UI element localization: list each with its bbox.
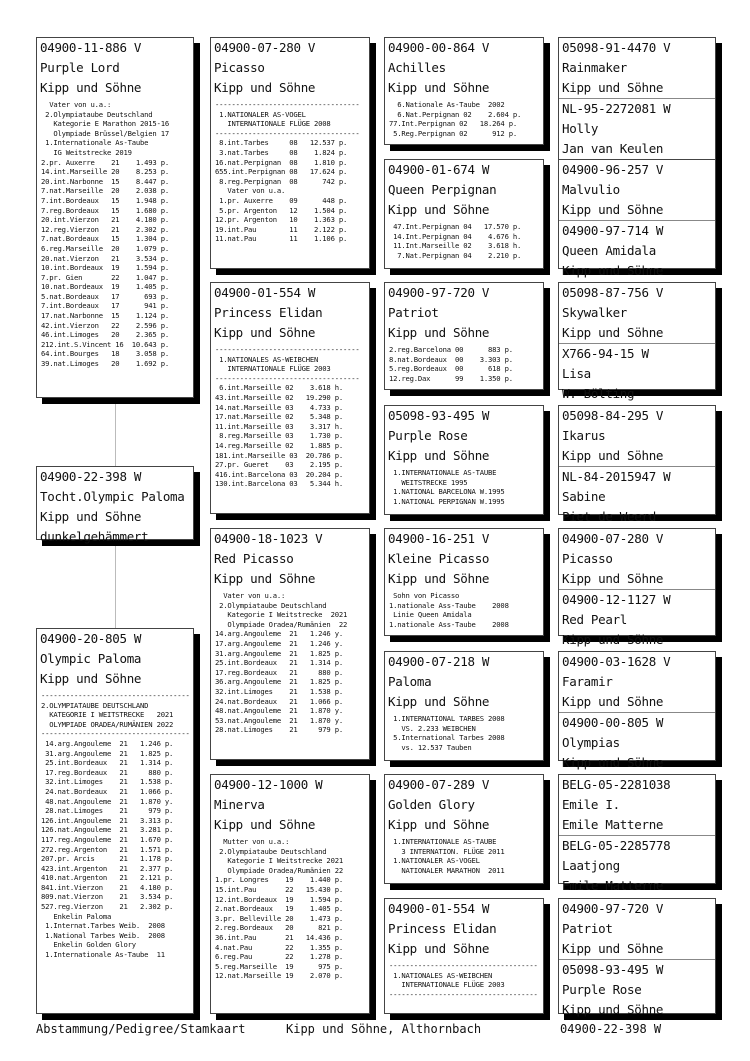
pedigree-connector bbox=[115, 540, 116, 628]
breeder: Kipp und Söhne bbox=[40, 509, 142, 524]
pigeon-name: Purple Rose bbox=[388, 428, 468, 443]
performance-details: 1.INTERNATIONALE AS-TAUBE WEITSTRECKE 1995 1.NATIONAL BARCELONA W.1995 1.NATIONAL PERPIGNAN W.1995 bbox=[393, 468, 505, 506]
performance-details: 6.Nationale As-Taube 2002 6.Nat.Perpignan 02 2.604 p. 77.Int.Perpignan 02 18.264 p. 5.Reg.Perpignan 02 912 p. bbox=[389, 100, 522, 138]
pedigree-card-dam bbox=[36, 628, 194, 1014]
pigeon-name: Minerva bbox=[214, 797, 265, 812]
pigeon-name: Laatjong bbox=[562, 858, 620, 873]
pedigree-card-gen2 bbox=[210, 774, 370, 1014]
ring-number: X766-94-15 W bbox=[559, 343, 715, 364]
breeder: Kipp und Söhne bbox=[562, 941, 664, 956]
breeder: Kipp und Söhne bbox=[388, 325, 490, 340]
ring-number: 04900-97-714 W bbox=[559, 220, 715, 241]
pigeon-name: Paloma bbox=[388, 674, 432, 689]
pedigree-card-gen3 bbox=[384, 651, 544, 761]
pedigree-card-gen2 bbox=[210, 282, 370, 514]
performance-details: ----------------------------------- 1.NATIONALES AS-WEIBCHEN INTERNATIONALE FLÜGE 2003 ----------------------------------- 6.int.Marseille 02 3.618 h. 43.int.Marseille 02 19.290 p. 14.nat.Marseille 03 4.733 p. 17.nat.Marseille 02 5.348 p. 11.int.Marseille 03 3.317 h. 8.reg.Marseille 03 1.730 p. 14.reg.Marseille 02 1.885 p. 181.int.Marseille 03 20.786 p. 27.pr. Gueret 03 2.195 p. 416.int.Barcelona 03 20.204 p. 130.int.Barcelona 03 5.344 h. bbox=[215, 345, 360, 489]
breeder: Kipp und Söhne bbox=[214, 325, 316, 340]
performance-details: 2.reg.Barcelona 00 883 p. 8.nat.Bordeaux 00 3.303 p. 5.reg.Bordeaux 00 618 p. 12.reg.Dax 99 1.350 p. bbox=[389, 345, 513, 383]
ring-number: 04900-07-289 V bbox=[388, 777, 490, 792]
pigeon-name: Holly bbox=[562, 121, 599, 136]
breeder: Kipp und Söhne bbox=[388, 817, 490, 832]
performance-details: ----------------------------------- 1.NATIONALER AS-VOGEL INTERNATIONALE FLÜGE 2008 ----------------------------------- 8.int.Tarbes 08 12.537 p. 3.nat.Tarbes 08 1.824 p. 16.nat.Perpignan 08 1.810 p. 655.int.Perpignan 08 17.624 p. 8.reg.Perpignan 08 742 p. Vater von u.a. 1.pr. Auxerre 09 448 p. 5.pr. Argenton 12 1.504 p. 12.pr. Argenton 10 1.363 p. 19.int.Pau 11 2.122 p. 11.nat.Pau 11 1.106 p. bbox=[215, 100, 360, 244]
breeder: Kipp und Söhne bbox=[562, 448, 664, 463]
ring-number: 04900-22-398 W bbox=[40, 469, 142, 484]
breeder: Kipp und Söhne bbox=[562, 263, 664, 278]
pigeon-name: Red Pearl bbox=[562, 612, 628, 627]
pigeon-name: Golden Glory bbox=[388, 797, 475, 812]
ring-number: 04900-03-1628 V bbox=[562, 654, 671, 669]
ring-number: BELG-05-2285778 bbox=[559, 835, 715, 856]
breeder: Kipp und Söhne bbox=[562, 1002, 664, 1017]
pigeon-name: Queen Perpignan bbox=[388, 182, 497, 197]
breeder: Kipp und Söhne bbox=[40, 671, 142, 686]
breeder: W. Bölting bbox=[562, 386, 635, 401]
pedigree-connector bbox=[115, 398, 116, 466]
pigeon-name: Picasso bbox=[214, 60, 265, 75]
pigeon-name: Picasso bbox=[562, 551, 613, 566]
pedigree-card-gen3 bbox=[384, 159, 544, 269]
breeder: Jan van Keulen bbox=[562, 141, 664, 156]
pedigree-card-gen3 bbox=[384, 528, 544, 636]
pigeon-name: Princess Elidan bbox=[388, 921, 497, 936]
breeder: Kipp und Söhne bbox=[562, 755, 664, 770]
pedigree-card-subject-mother bbox=[36, 466, 194, 544]
pedigree-card-gen4 bbox=[558, 405, 716, 524]
ring-number: 04900-18-1023 V bbox=[214, 531, 323, 546]
breeder: Kipp und Söhne bbox=[388, 80, 490, 95]
pigeon-name: Red Picasso bbox=[214, 551, 294, 566]
pedigree-card-gen4 bbox=[558, 282, 716, 401]
pigeon-name: Skywalker bbox=[562, 305, 628, 320]
footer-title: Abstammung/Pedigree/Stamkaart bbox=[36, 1022, 246, 1036]
pigeon-name: Emile I. bbox=[562, 797, 620, 812]
pigeon-name: Purple Rose bbox=[562, 982, 642, 997]
ring-number: 04900-96-257 V bbox=[562, 162, 664, 177]
ring-number: 04900-01-674 W bbox=[388, 162, 490, 177]
ring-number: 04900-11-886 V bbox=[40, 40, 142, 55]
feather-color: dunkelgehämmert bbox=[40, 529, 149, 544]
performance-details: ------------------------------------ 1.NATIONALES AS-WEIBCHEN INTERNATIONALE FLÜGE 2003 ------------------------------------ bbox=[389, 961, 538, 999]
pigeon-name: Queen Amidala bbox=[562, 243, 656, 258]
pigeon-name: Malvulio bbox=[562, 182, 620, 197]
breeder: Kipp und Söhne bbox=[562, 325, 664, 340]
ring-number: 04900-00-805 W bbox=[559, 712, 715, 733]
performance-details: Sohn von Picasso 1.nationale Ass-Taube 2008 Linie Queen Amidala 1.nationale Ass-Taube 2008 bbox=[389, 591, 509, 629]
breeder: Kipp und Söhne bbox=[562, 80, 664, 95]
breeder: Emile Matterne bbox=[562, 878, 664, 893]
breeder: Piet de Weerd bbox=[562, 509, 656, 524]
pedigree-card-gen3 bbox=[384, 898, 544, 1014]
ring-number: 04900-00-864 V bbox=[388, 40, 490, 55]
pedigree-card-gen4 bbox=[558, 898, 716, 1017]
pigeon-name: Patriot bbox=[388, 305, 439, 320]
performance-details: 1.INTERNATIONAL TARBES 2008 VS. 2.233 WEIBCHEN 5.International Tarbes 2008 vs. 12.537 Tauben bbox=[393, 714, 505, 752]
breeder: Kipp und Söhne bbox=[562, 694, 664, 709]
footer-ring: 04900-22-398 W bbox=[560, 1022, 662, 1036]
ring-number: 05098-93-495 W bbox=[388, 408, 490, 423]
ring-number: NL-84-2015947 W bbox=[559, 466, 715, 487]
ring-number: NL-95-2272081 W bbox=[559, 98, 715, 119]
performance-details: Vater von u.a.: 2.Olympiataube Deutschland Kategorie E Marathon 2015-16 Olympiade Brüssel/Belgien 17 1.Internationale As-Taube IG Weitstrecke 2019 2.pr. Auxerre 21 1.493 p. 14.int.Marseille 20 8.253 p. 20.int.Narbonne 15 8.447 p. 7.nat.Marseille 20 2.038 p. 7.int.Bordeaux 15 1.948 p. 7.reg.Bordeaux 15 1.680 p. 20.int.Vierzon 21 4.180 p. 12.reg.Vierzon 21 2.302 p. 7.nat.Bordeaux 15 1.304 p. 6.reg.Marseille 20 1.079 p. 20.nat.Vierzon 21 3.534 p. 10.int.Bordeaux 19 1.594 p. 7.pr. Gien 22 1.047 p. 10.nat.Bordeaux 19 1.405 p. 5.nat.Bordeaux 17 693 p. 7.int.Bordeaux 17 941 p. 17.nat.Narbonne 15 1.124 p. 42.int.Vierzon 22 2.596 p. 46.int.Limoges 20 2.365 p. 212.int.S.Vincent 16 10.643 p. 64.int.Bourges 18 3.058 p. 39.nat.Limoges 20 1.692 p. bbox=[41, 100, 169, 369]
ring-number: BELG-05-2281038 bbox=[562, 777, 671, 792]
pigeon-name: Lisa bbox=[562, 366, 591, 381]
ring-number: 04900-07-280 V bbox=[562, 531, 664, 546]
pigeon-name: Tocht.Olympic Paloma bbox=[40, 489, 185, 504]
pedigree-card-gen3 bbox=[384, 37, 544, 145]
pedigree-card-gen4 bbox=[558, 159, 716, 278]
performance-details: Mutter von u.a.: 2.Olympiataube Deutschland Kategorie I Weitstrecke 2021 Olympiade Oradea/Rumänien 22 1.pr. Longres 19 1.440 p. 15.int.Pau 22 15.430 p. 12.int.Bordeaux 19 1.594 p. 2.nat.Bordeaux 19 1.405 p. 3.pr. Belleville 20 1.473 p. 2.reg.Bordeaux 20 821 p. 36.int.Pau 21 14.436 p. 4.nat.Pau 22 1.355 p. 6.reg.Pau 22 1.278 p. 5.reg.Marseille 19 975 p. 12.nat.Marseille 19 2.070 p. bbox=[215, 837, 343, 981]
pigeon-name: Princess Elidan bbox=[214, 305, 323, 320]
breeder: Kipp und Söhne bbox=[214, 571, 316, 586]
ring-number: 05098-93-495 W bbox=[559, 959, 715, 980]
breeder: Kipp und Söhne bbox=[214, 817, 316, 832]
breeder: Kipp und Söhne bbox=[40, 80, 142, 95]
pigeon-name: Ikarus bbox=[562, 428, 606, 443]
pigeon-name: Purple Lord bbox=[40, 60, 120, 75]
ring-number: 04900-20-805 W bbox=[40, 631, 142, 646]
ring-number: 04900-97-720 V bbox=[388, 285, 490, 300]
pigeon-name: Achilles bbox=[388, 60, 446, 75]
ring-number: 05098-87-756 V bbox=[562, 285, 664, 300]
pedigree-card-gen3 bbox=[384, 774, 544, 884]
ring-number: 04900-01-554 W bbox=[388, 901, 490, 916]
breeder: Kipp und Söhne bbox=[562, 202, 664, 217]
pigeon-name: Olympias bbox=[562, 735, 620, 750]
ring-number: 04900-07-280 V bbox=[214, 40, 316, 55]
ring-number: 04900-16-251 V bbox=[388, 531, 490, 546]
breeder: Kipp und Söhne bbox=[388, 694, 490, 709]
pedigree-card-gen4 bbox=[558, 528, 716, 647]
ring-number: 04900-97-720 V bbox=[562, 901, 664, 916]
breeder: Kipp und Söhne bbox=[388, 941, 490, 956]
pigeon-name: Olympic Paloma bbox=[40, 651, 142, 666]
ring-number: 05098-84-295 V bbox=[562, 408, 664, 423]
breeder: Kipp und Söhne bbox=[388, 202, 490, 217]
ring-number: 04900-12-1127 W bbox=[559, 589, 715, 610]
pedigree-card-gen2 bbox=[210, 37, 370, 269]
pigeon-name: Rainmaker bbox=[562, 60, 628, 75]
pigeon-name: Patriot bbox=[562, 921, 613, 936]
breeder: Emile Matterne bbox=[562, 817, 664, 832]
footer-loft: Kipp und Söhne, Althornbach bbox=[286, 1022, 482, 1036]
ring-number: 04900-01-554 W bbox=[214, 285, 316, 300]
breeder: Kipp und Söhne bbox=[562, 632, 664, 647]
pedigree-card-sire bbox=[36, 37, 194, 398]
performance-details: ------------------------------------ 2.OLYMPIATAUBE DEUTSCHLAND KATEGORIE I WEITSTRECKE 2021 OLYMPIADE ORADEA/RUMÄNIEN 2022 ------------------------------------ 14.arg.Angouleme 21 1.246 p. 31.arg.Angouleme 21 1.825 p. 25.int.Bordeaux 21 1.314 p. 17.reg.Bordeaux 21 880 p. 32.int.Limoges 21 1.538 p. 24.nat.Bordeaux 21 1.066 p. 48.nat.Angouleme 21 1.870 y. 28.nat.Limoges 21 979 p. 126.int.Angouleme 21 3.313 p. 126.nat.Angouleme 21 3.281 p. 117.reg.Angouleme 21 1.670 p. 272.reg.Argenton 21 1.571 p. 207.pr. Arcis 21 1.178 p. 423.int.Argenton 21 2.377 p. 410.nat.Argenton 21 2.121 p. 841.int.Vierzon 21 4.180 p. 809.nat.Vierzon 21 3.534 p. 527.reg.Vierzon 21 2.302 p. Enkelin Paloma 1.Internat.Tarbes Weib. 2008 1.National Tarbes Weib. 2008 Enkelin Golden Glory 1.Internationale As-Taube 11 bbox=[41, 691, 190, 960]
ring-number: 05098-91-4470 V bbox=[562, 40, 671, 55]
pedigree-card-gen4 bbox=[558, 651, 716, 770]
pigeon-name: Kleine Picasso bbox=[388, 551, 490, 566]
breeder: Kipp und Söhne bbox=[388, 571, 490, 586]
pigeon-name: Sabine bbox=[562, 489, 606, 504]
performance-details: 1.INTERNATIONALE AS-TAUBE 3 INTERNATION. FLÜGE 2011 1.NATIONALER AS-VOGEL NATIONALER MARATHON 2011 bbox=[393, 837, 505, 875]
breeder: Kipp und Söhne bbox=[562, 571, 664, 586]
ring-number: 04900-07-218 W bbox=[388, 654, 490, 669]
pigeon-name: Faramir bbox=[562, 674, 613, 689]
breeder: Kipp und Söhne bbox=[388, 448, 490, 463]
pedigree-card-gen4 bbox=[558, 774, 716, 893]
pedigree-card-gen2 bbox=[210, 528, 370, 760]
breeder: Kipp und Söhne bbox=[214, 80, 316, 95]
performance-details: Vater von u.a.: 2.Olympiataube Deutschland Kategorie I Weitstrecke 2021 Olympiade Oradea/Rumänien 22 14.arg.Angouleme 21 1.246 y. 17.arg.Angouleme 21 1.246 y. 31.arg.Angouleme 21 1.825 p. 25.int.Bordeaux 21 1.314 p. 17.reg.Bordeaux 21 880 p. 36.arg.Angouleme 21 1.825 p. 32.int.Limoges 21 1.538 p. 24.nat.Bordeaux 21 1.066 p. 48.nat.Angouleme 21 1.870 y. 53.nat.Angouleme 21 1.870 y. 28.nat.Limoges 21 979 p. bbox=[215, 591, 348, 735]
performance-details: 47.Int.Perpignan 04 17.570 p. 14.Int.Perpignan 04 4.676 h. 11.Int.Marseille 02 3.618 h. 7.Nat.Perpignan 04 2.210 p. bbox=[393, 222, 522, 260]
pedigree-card-gen3 bbox=[384, 282, 544, 390]
ring-number: 04900-12-1000 W bbox=[214, 777, 323, 792]
pedigree-card-gen3 bbox=[384, 405, 544, 515]
